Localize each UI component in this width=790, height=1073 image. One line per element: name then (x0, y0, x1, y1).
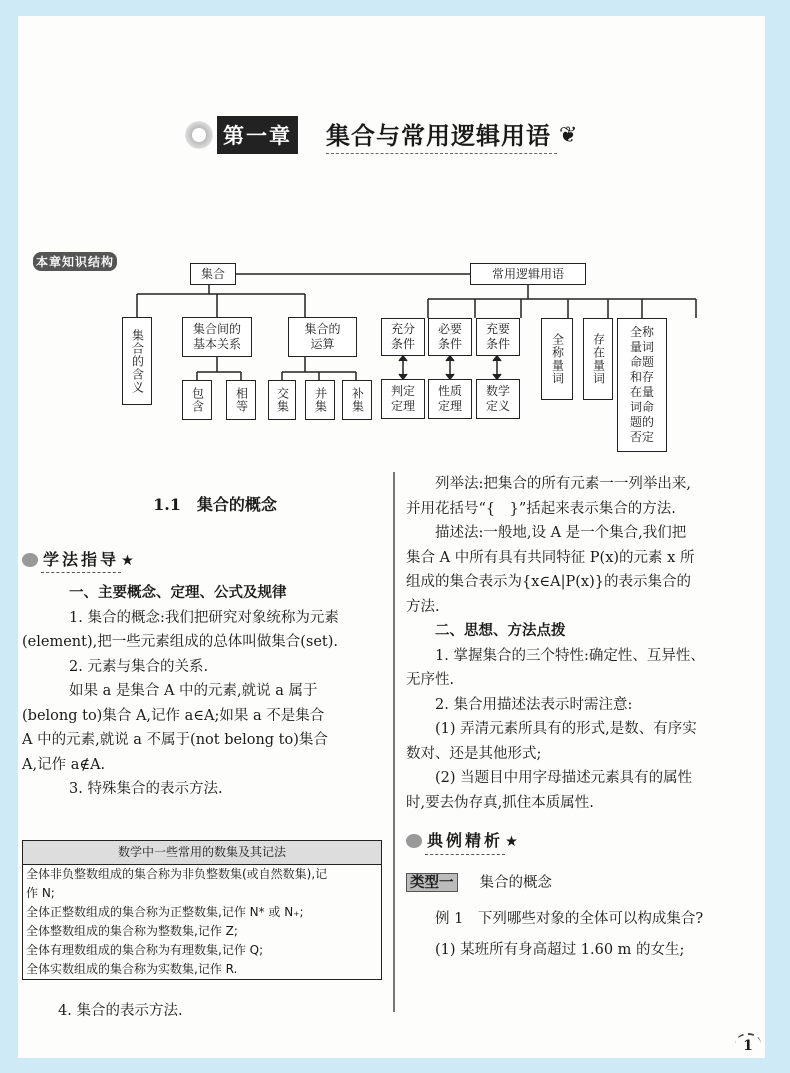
text-line: 方法. (406, 598, 440, 615)
table-row: 全体正整数组成的集合称为正整数集,记作 N* 或 N₊; (26, 905, 304, 919)
heading-methods: 二、思想、方法点拨 (435, 622, 566, 639)
node-complement: 补集 (342, 380, 372, 420)
node-universal: 全称量词 (541, 318, 573, 400)
text-line: (1) 弄清元素所具有的形式,是数、有序实 (435, 721, 697, 737)
node-sufficient: 充分条件 (381, 318, 425, 356)
heading-concepts: 一、主要概念、定理、公式及规律 (69, 584, 287, 601)
text-line: 描述法:一般地,设 A 是一个集合,我们把 (435, 525, 687, 541)
textbook-page (18, 16, 765, 1058)
text-line: 数对、还是其他形式; (406, 745, 542, 762)
text-line: 1. 掌握集合的三个特性:确定性、互异性、 (435, 647, 705, 664)
node-set: 集合 (190, 263, 236, 285)
text-line: 1. 集合的概念:我们把研究对象统称为元素 (69, 609, 339, 626)
node-set-meaning: 集合的含义 (122, 317, 152, 405)
page-number: 1 (735, 1033, 761, 1055)
node-property: 性质定理 (428, 379, 472, 419)
text-line: 2. 元素与集合的关系. (69, 658, 209, 675)
table-row: 全体有理数组成的集合称为有理数集,记作 Q; (26, 943, 264, 957)
table-row: 全体整数组成的集合称为整数集,记作 Z; (26, 924, 238, 938)
text-line: A,记作 a∉A. (22, 756, 106, 773)
structure-label: 本章知识结构 (33, 252, 117, 271)
node-set-relations: 集合间的基本关系 (182, 317, 252, 357)
example-item: (1) 某班所有身高超过 1.60 m 的女生; (435, 941, 685, 958)
node-definition: 数学定义 (476, 379, 520, 419)
study-guide-badge: 学法指导 (41, 548, 121, 574)
text-line: (belong to)集合 A,记作 a∈A;如果 a 不是集合 (22, 707, 325, 724)
number-sets-table (22, 840, 382, 980)
node-necessary: 必要条件 (428, 318, 472, 356)
node-subset: 包含 (182, 380, 212, 420)
example-question: 例 1 下列哪些对象的全体可以构成集合? (435, 911, 704, 927)
text-line: 并用花括号“{ }”括起来表示集合的方法. (406, 500, 676, 517)
apple-icon (406, 834, 422, 848)
text-line: (2) 当题目中用字母描述元素具有的属性 (435, 770, 693, 786)
node-union: 并集 (305, 380, 335, 420)
table-row: 全体非负整数组成的集合称为非负整数集(或自然数集),记 (26, 867, 328, 881)
node-logic-terms: 常用逻辑用语 (470, 263, 586, 285)
text-line: 3. 特殊集合的表示方法. (69, 781, 223, 797)
type-label: 类型一 (406, 873, 458, 892)
column-divider (393, 472, 395, 1012)
text-line: 2. 集合用描述法表示时需注意: (435, 696, 633, 713)
left-column (22, 493, 390, 802)
node-necessary-sufficient: 充要条件 (476, 318, 520, 356)
type-title: 集合的概念 (479, 874, 552, 891)
node-negation: 全称量词命题和存在量词命题的否定 (617, 318, 667, 452)
leaf-icon: ❦ (559, 122, 578, 148)
section-title: 1.1 集合的概念 (153, 495, 277, 514)
table-row: 作 N; (26, 886, 55, 900)
chapter-title: 集合与常用逻辑用语 (326, 116, 557, 154)
node-criterion: 判定定理 (381, 379, 425, 419)
table-title: 数学中一些常用的数集及其记法 (23, 841, 381, 865)
table-row: 全体实数组成的集合称为实数集,记作 R. (26, 962, 238, 976)
node-equal: 相等 (226, 380, 256, 420)
text-line: 集合 A 中所有具有共同特征 P(x)的元素 x 所 (406, 549, 695, 566)
text-line: 列举法:把集合的所有元素一一列举出来, (435, 476, 691, 492)
text-line: 无序性. (406, 672, 455, 688)
chapter-number: 第一章 (217, 116, 298, 154)
node-existential: 存在量词 (583, 318, 613, 400)
star-icon: ★ (121, 552, 135, 569)
star-icon: ★ (505, 834, 519, 850)
text-line: (element),把一些元素组成的总体叫做集合(set). (22, 634, 338, 650)
apple-icon (22, 553, 38, 567)
right-column (406, 472, 765, 962)
text-line: 组成的集合表示为{x∈A|P(x)}的表示集合的 (406, 574, 691, 590)
node-intersection: 交集 (268, 380, 296, 420)
text-line: 如果 a 是集合 A 中的元素,就说 a 属于 (69, 683, 318, 699)
examples-badge: 典例精析 (425, 829, 505, 855)
text-line: A 中的元素,就说 a 不属于(not belong to)集合 (22, 732, 328, 748)
text-line: 时,要去伪存真,抓住本质属性. (406, 794, 594, 811)
text-line: 4. 集合的表示方法. (58, 1003, 183, 1019)
node-set-operations: 集合的运算 (288, 317, 357, 357)
